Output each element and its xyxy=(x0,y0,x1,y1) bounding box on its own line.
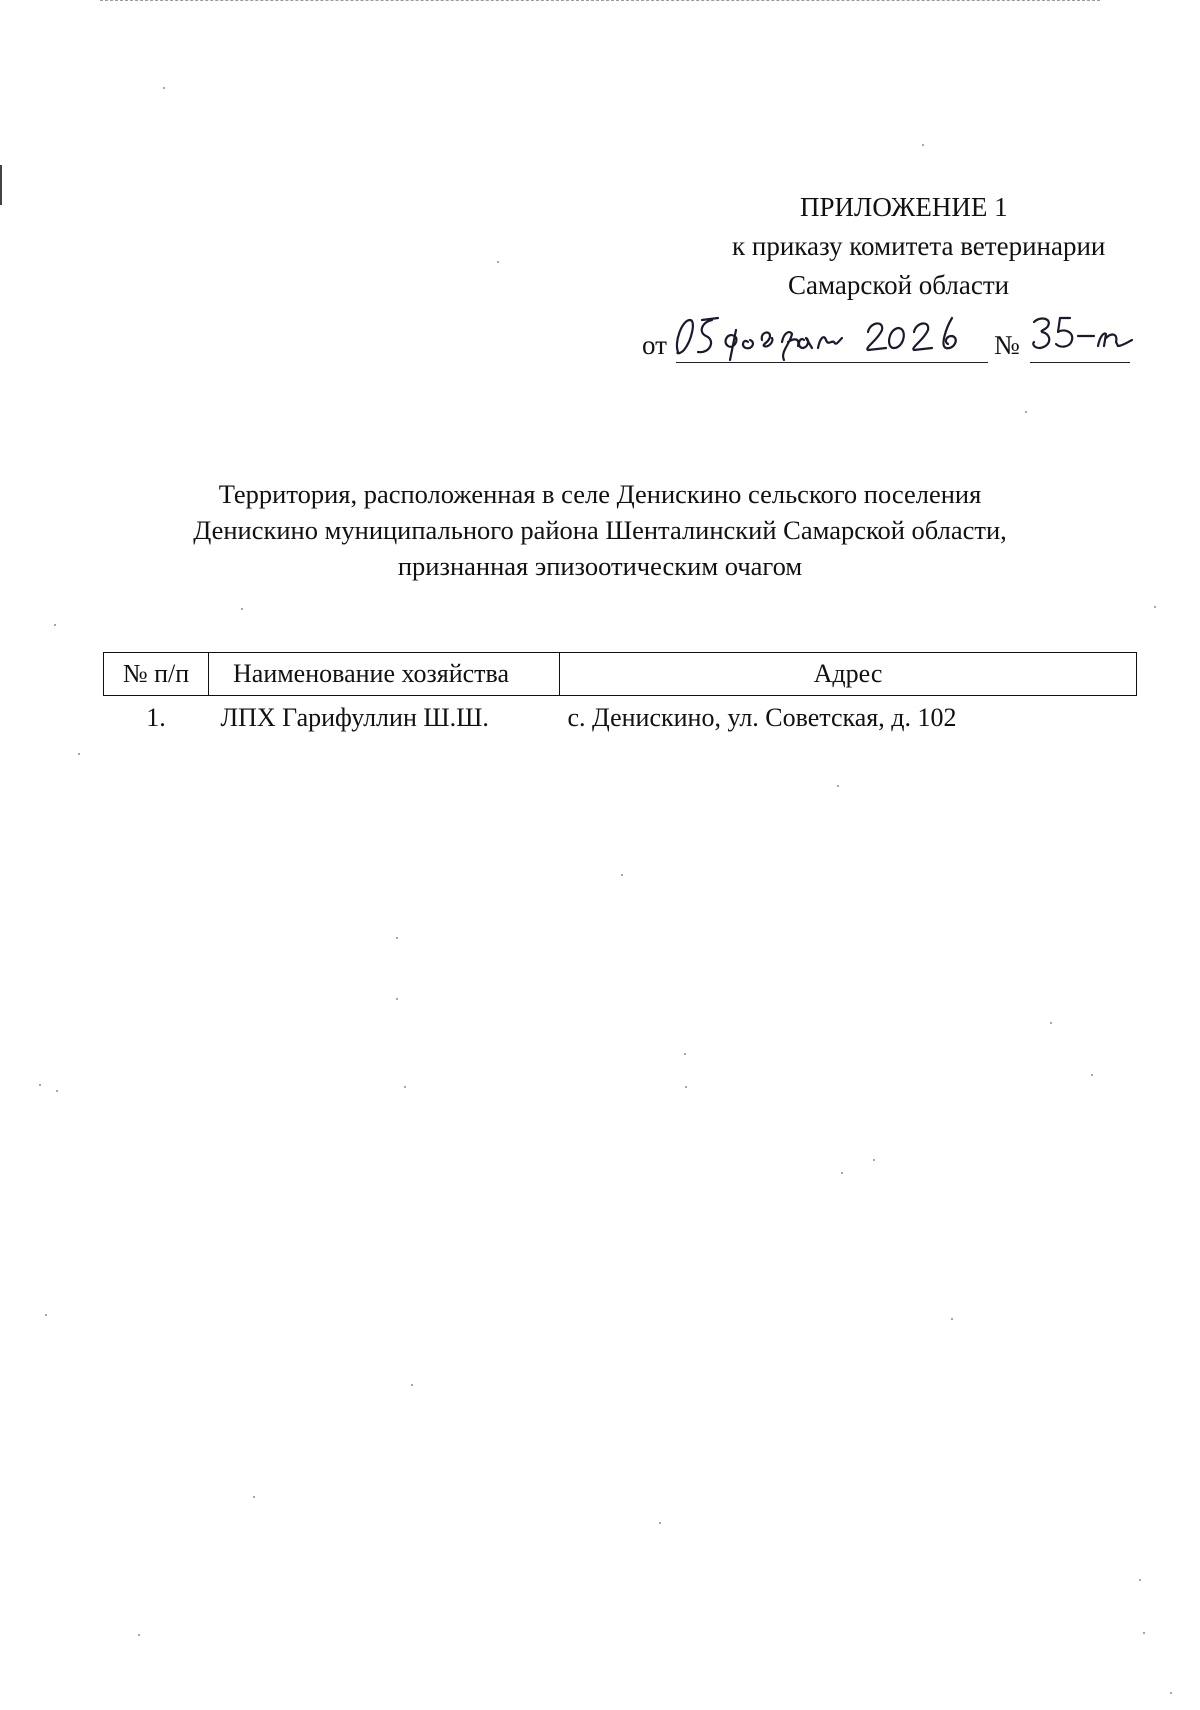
order-from-label: от xyxy=(642,330,667,360)
heading-line-2: Денискино муниципального района Шенталинский Самарской области, xyxy=(193,515,1007,545)
heading-line-1: Территория, расположенная в селе Денискино сельского поселения xyxy=(218,479,982,509)
column-header-number: № п/п xyxy=(104,653,209,696)
heading-line-3: признанная эпизоотическим очагом xyxy=(397,551,803,581)
appendix-title: ПРИЛОЖЕНИЕ 1 xyxy=(800,192,1008,222)
column-header-address: Адрес xyxy=(560,653,1137,696)
appendix-line-region: Самарской области xyxy=(788,270,1010,300)
table-cell-address: с. Денискино, ул. Советская, д. 102 xyxy=(567,703,957,732)
table-cell-farm-name: ЛПХ Гарифуллин Ш.Ш. xyxy=(220,703,489,732)
column-header-farm-name: Наименование хозяйства xyxy=(209,653,560,696)
appendix-line-order: к приказу комитета ветеринарии xyxy=(732,231,1106,261)
table-cell-number: 1. xyxy=(146,703,166,732)
order-number-label: № xyxy=(994,330,1020,360)
